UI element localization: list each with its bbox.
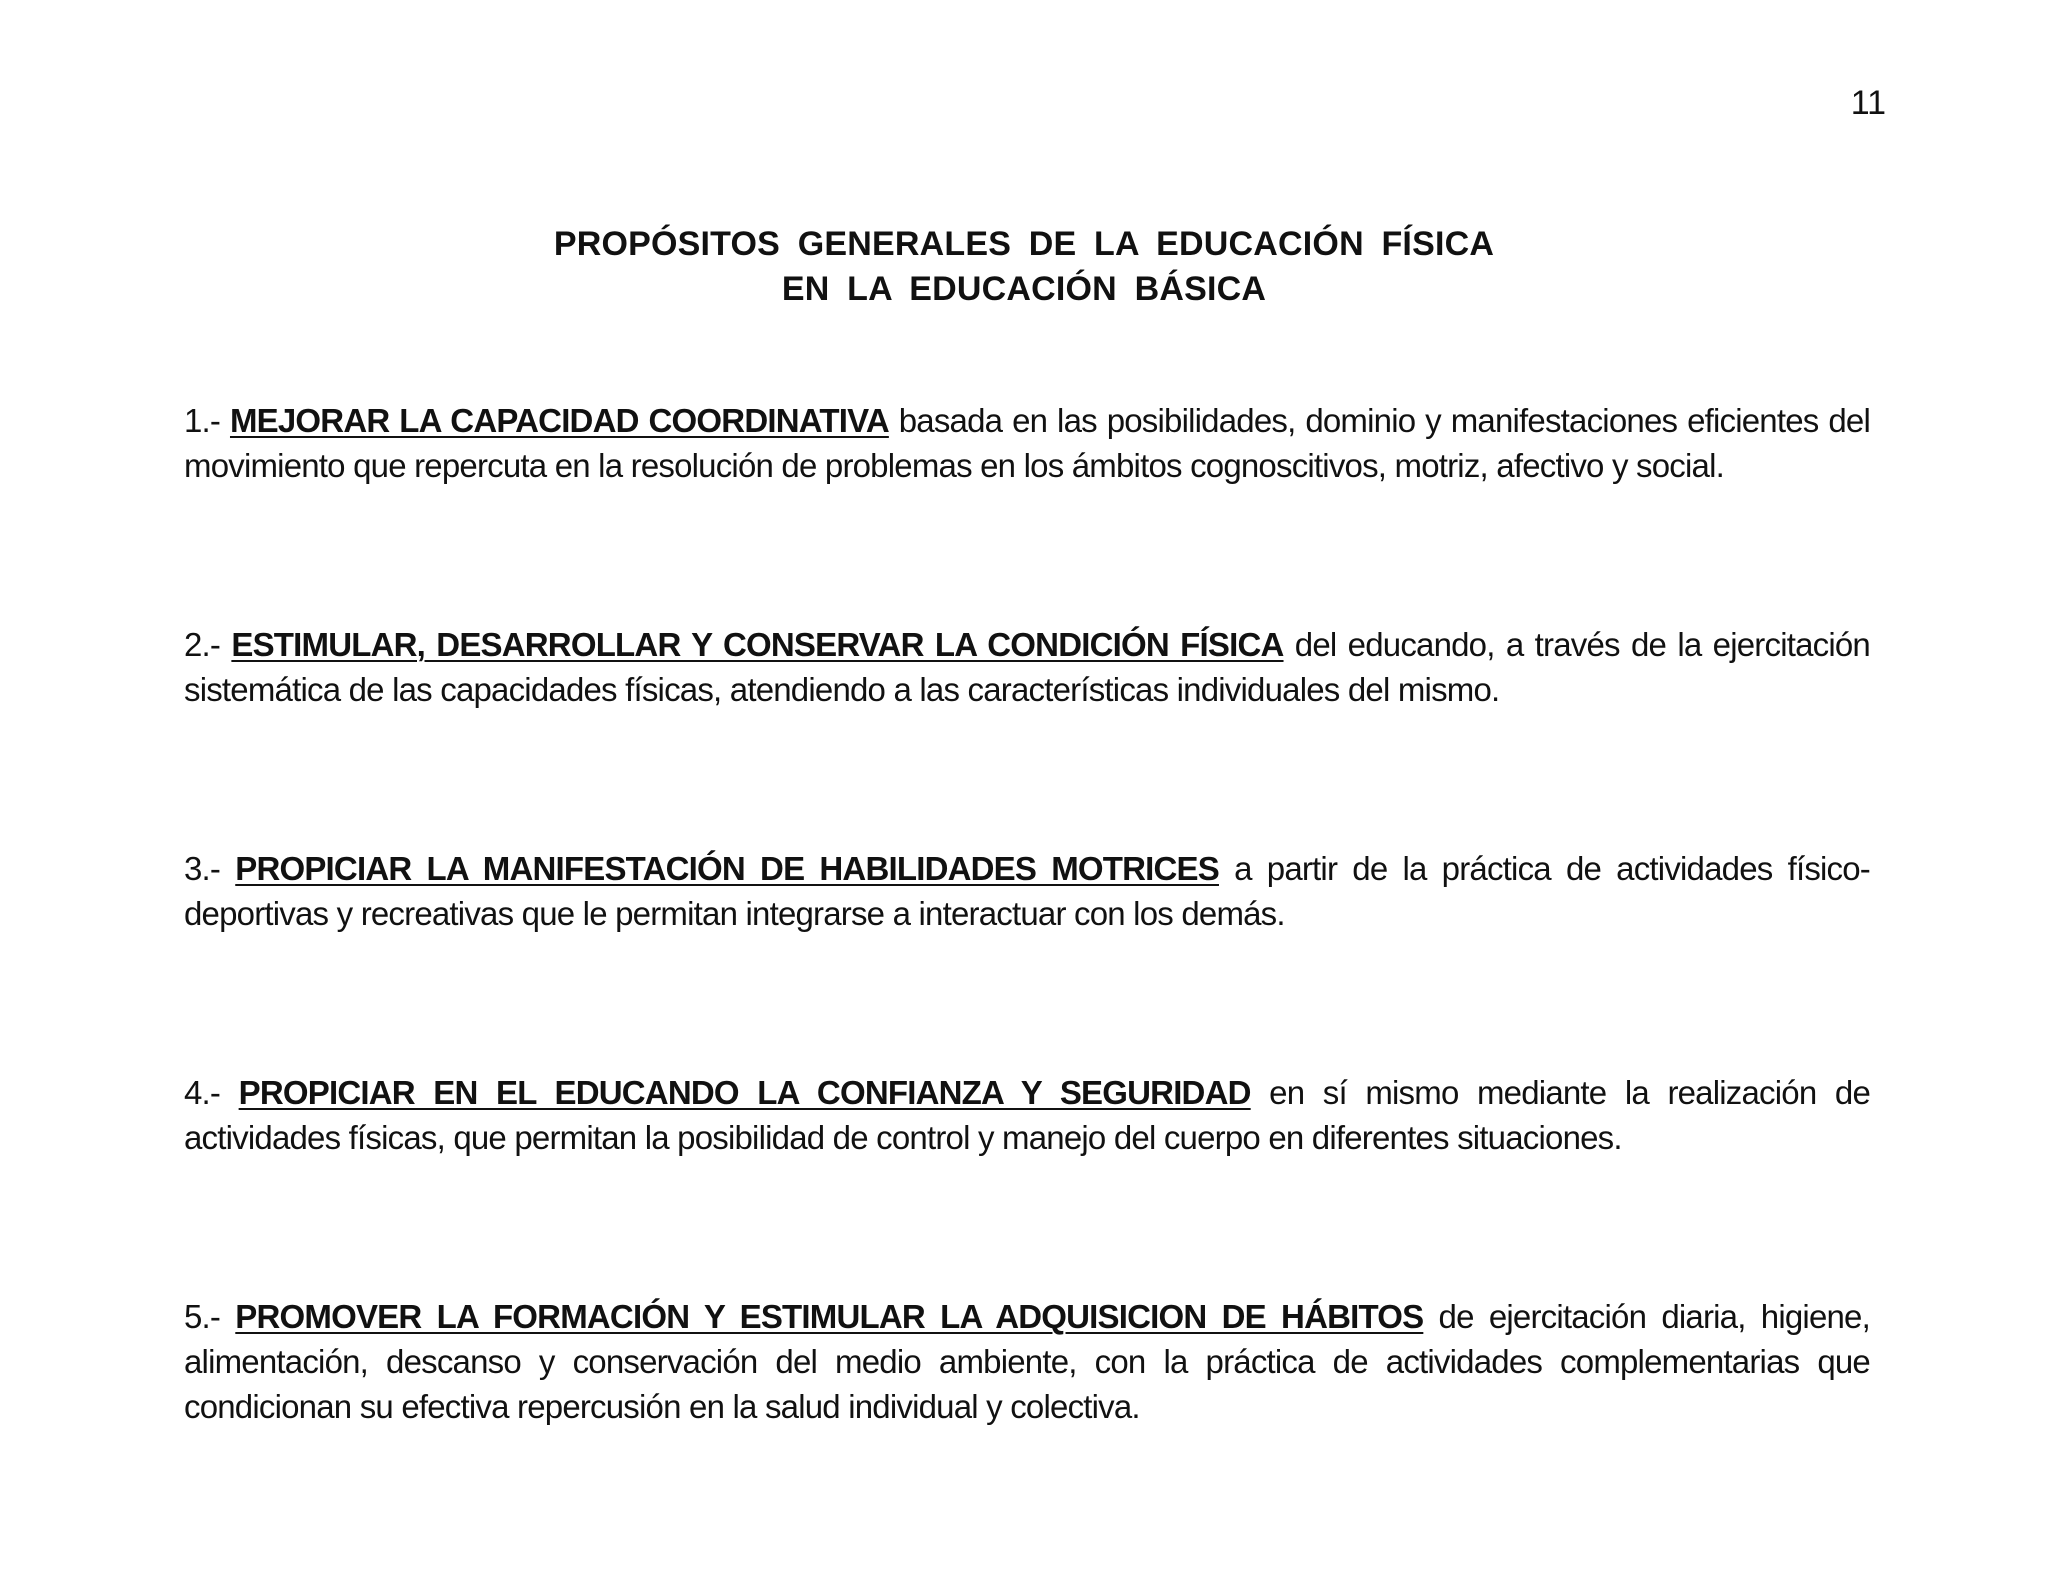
purpose-number: 1.- xyxy=(184,402,230,439)
purpose-number: 4.- xyxy=(184,1074,239,1111)
purpose-item-3 xyxy=(184,846,1870,936)
purpose-heading: PROPICIAR EN EL EDUCANDO LA CONFIANZA Y SEGURIDAD xyxy=(238,1074,1251,1111)
purpose-text: de ejercitación diaria, higiene, alimentación, descanso y conservación del medio ambiente, con la práctica de actividades complementarias que condicionan su efectiva repercusión en la salud individual y colectiva. xyxy=(184,1298,1870,1425)
purpose-text: del educando, a través de la ejercitación sistemática de las capacidades físicas, atendiendo a las características individuales del mismo. xyxy=(184,626,1870,708)
purpose-item-2 xyxy=(184,622,1870,712)
purpose-heading: ESTIMULAR, DESARROLLAR Y CONSERVAR LA CONDICIÓN FÍSICA xyxy=(231,626,1284,663)
page-title-line-2: EN LA EDUCACIÓN BÁSICA xyxy=(781,270,1267,308)
purpose-item-1 xyxy=(184,398,1870,488)
purpose-text: basada en las posibilidades, dominio y manifestaciones eficientes del movimiento que repercuta en la resolución de problemas en los ámbitos cognoscitivos, motriz, afectivo y social. xyxy=(184,402,1870,484)
page-title xyxy=(0,222,2048,312)
purpose-text: a partir de la práctica de actividades físico-deportivas y recreativas que le permitan integrarse a interactuar con los demás. xyxy=(184,850,1870,932)
purpose-heading: PROMOVER LA FORMACIÓN Y ESTIMULAR LA ADQUISICION DE HÁBITOS xyxy=(235,1298,1424,1335)
purpose-number: 2.- xyxy=(184,626,232,663)
purpose-heading: PROPICIAR LA MANIFESTACIÓN DE HABILIDADES MOTRICES xyxy=(235,850,1219,887)
page-title-line-1: PROPÓSITOS GENERALES DE LA EDUCACIÓN FÍSICA xyxy=(553,225,1495,263)
purpose-number: 5.- xyxy=(184,1298,236,1335)
page-number: 11 xyxy=(1850,84,1886,122)
purposes-list xyxy=(184,398,1870,1563)
purpose-item-4 xyxy=(184,1070,1870,1160)
purpose-text: en sí mismo mediante la realización de actividades físicas, que permitan la posibilidad de control y manejo del cuerpo en diferentes situaciones. xyxy=(184,1074,1870,1156)
purpose-heading: MEJORAR LA CAPACIDAD COORDINATIVA xyxy=(229,402,889,439)
purpose-item-5 xyxy=(184,1294,1870,1429)
purpose-number: 3.- xyxy=(184,850,236,887)
